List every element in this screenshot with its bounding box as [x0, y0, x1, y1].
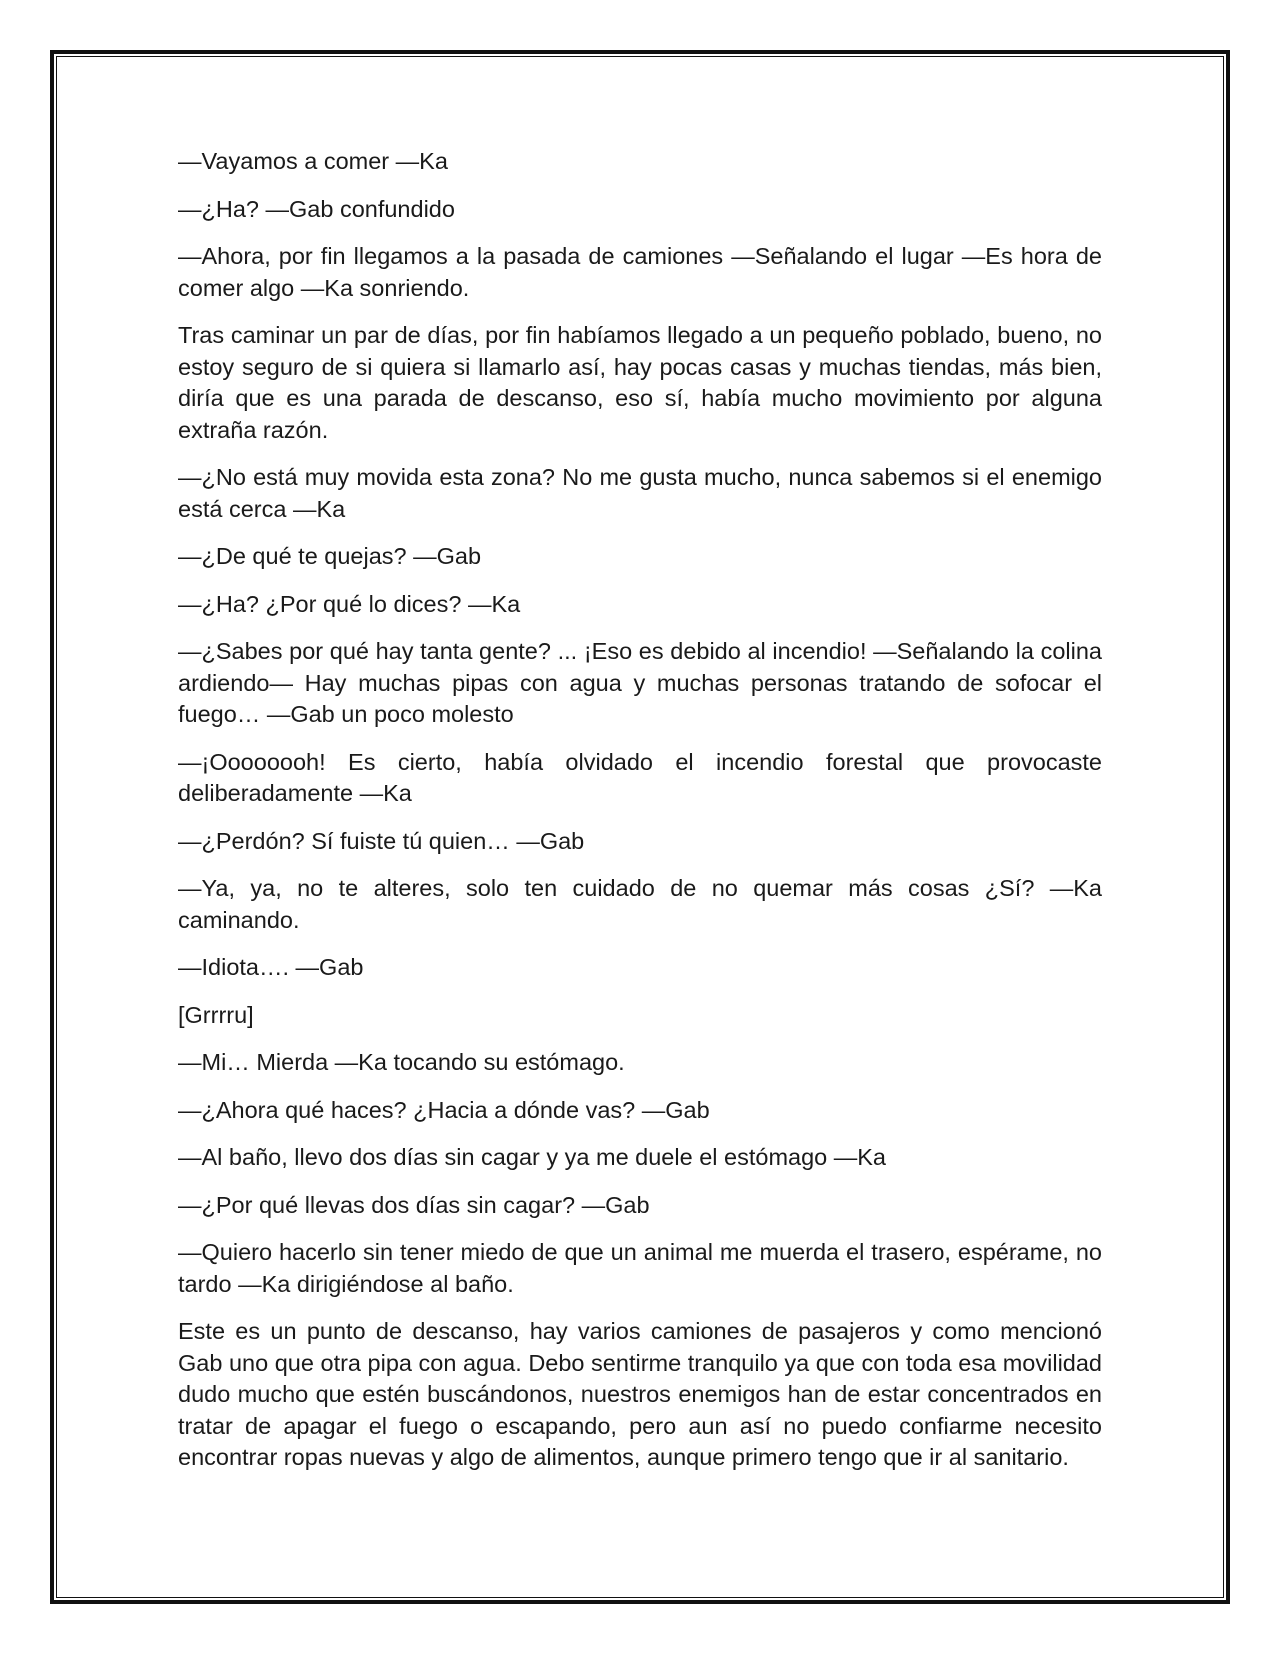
paragraph: —Ya, ya, no te alteres, solo ten cuidado de no quemar más cosas ¿Sí? —Ka caminando. — [178, 875, 1102, 933]
paragraph: —Idiota…. —Gab — [178, 954, 364, 980]
paragraph: —Mi… Mierda —Ka tocando su estómago. — [178, 1049, 625, 1075]
paragraph: —¿Por qué llevas dos días sin cagar? —Gab — [178, 1191, 650, 1218]
paragraph: Tras caminar un par de días, por fin habíamos llegado a un pequeño poblado, bueno, no estoy seguro de si quiera si llamarlo así, hay pocas casas y muchas tiendas, más bien, diría que es una parada de descanso, eso sí, había mucho movimiento por alguna extraña razón. — [178, 322, 1102, 443]
paragraph: —¿Sabes por qué hay tanta gente? ... ¡Eso es debido al incendio! —Señalando la colina ardiendo— Hay muchas pipas con agua y muchas personas tratando de sofocar el fuego… —Gab un poco molesto — [178, 638, 1102, 727]
paragraph: —Quiero hacerlo sin tener miedo de que un animal me muerda el trasero, espérame, no tardo —Ka dirigiéndose al baño. — [178, 1239, 1102, 1297]
paragraph: [Grrrru] — [178, 1001, 254, 1028]
paragraph: —¿Perdón? Sí fuiste tú quien… —Gab — [178, 827, 585, 854]
paragraph: —Vayamos a comer —Ka — [178, 148, 448, 174]
paragraph: —¿No está muy movida esta zona? No me gusta mucho, nunca sabemos si el enemigo está cerca —Ka — [178, 464, 1102, 522]
paragraph: —¿Ahora qué haces? ¿Hacia a dónde vas? —Gab — [178, 1096, 710, 1123]
paragraph: —Al baño, llevo dos días sin cagar y ya me duele el estómago —Ka — [178, 1144, 886, 1170]
paragraph: —¿De qué te quejas? —Gab — [178, 543, 482, 569]
paragraph: —¡Oooooooh! Es cierto, había olvidado el incendio forestal que provocaste deliberadamente —Ka — [178, 748, 1102, 806]
document-body — [178, 146, 1102, 1490]
paragraph: —¿Ha? —Gab confundido — [178, 195, 455, 222]
paragraph: —¿Ha? ¿Por qué lo dices? —Ka — [178, 590, 521, 617]
paragraph: —Ahora, por fin llegamos a la pasada de camiones —Señalando el lugar —Es hora de comer algo —Ka sonriendo. — [178, 243, 1102, 301]
paragraph: Este es un punto de descanso, hay varios camiones de pasajeros y como mencionó Gab uno que otra pipa con agua. Debo sentirme tranquilo ya que con toda esa movilidad dudo mucho que estén buscándonos, nuestros enemigos han de estar concentrados en tratar de apagar el fuego o escapando, pero aun así no puedo confiarme necesito encontrar ropas nuevas y algo de alimentos, aunque primero tengo que ir al sanitario. — [178, 1318, 1102, 1470]
